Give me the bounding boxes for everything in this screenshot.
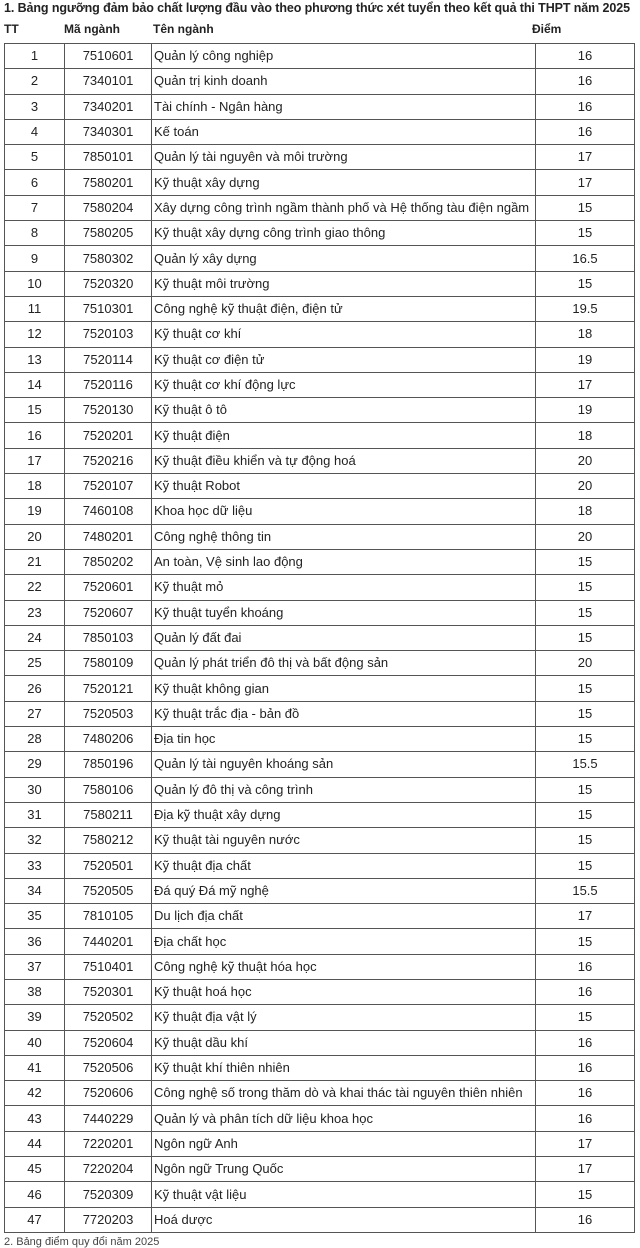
major-name: Kỹ thuật không gian: [152, 676, 536, 701]
threshold-score: 15: [536, 676, 635, 701]
major-code: 7850103: [65, 625, 152, 650]
major-name: Ngôn ngữ Anh: [152, 1131, 536, 1156]
table-row: [5, 1005, 635, 1030]
major-name: Kỹ thuật điện: [152, 423, 536, 448]
table-row: [5, 1131, 635, 1156]
table-row: [5, 322, 635, 347]
threshold-score: 16.5: [536, 246, 635, 271]
row-number: 43: [5, 1106, 65, 1131]
row-number: 23: [5, 600, 65, 625]
major-code: 7520607: [65, 600, 152, 625]
row-number: 22: [5, 575, 65, 600]
row-number: 27: [5, 701, 65, 726]
header-code: Mã ngành: [64, 22, 120, 36]
major-name: Kỹ thuật địa vật lý: [152, 1005, 536, 1030]
major-code: 7220204: [65, 1157, 152, 1182]
threshold-score: 20: [536, 448, 635, 473]
threshold-score: 15: [536, 1005, 635, 1030]
major-code: 7520503: [65, 701, 152, 726]
table-row: [5, 195, 635, 220]
major-name: Công nghệ kỹ thuật điện, điện tử: [152, 296, 536, 321]
table-row: [5, 1182, 635, 1207]
row-number: 14: [5, 372, 65, 397]
table-row: [5, 904, 635, 929]
major-name: Xây dựng công trình ngầm thành phố và Hệ thống tàu điện ngầm: [152, 195, 536, 220]
major-code: 7520216: [65, 448, 152, 473]
major-code: 7340101: [65, 69, 152, 94]
major-name: Kỹ thuật xây dựng: [152, 170, 536, 195]
major-code: 7520601: [65, 575, 152, 600]
major-code: 7580204: [65, 195, 152, 220]
major-code: 7520301: [65, 979, 152, 1004]
row-number: 4: [5, 119, 65, 144]
major-code: 7580212: [65, 828, 152, 853]
threshold-score: 15: [536, 828, 635, 853]
row-number: 12: [5, 322, 65, 347]
major-name: Quản trị kinh doanh: [152, 69, 536, 94]
row-number: 20: [5, 524, 65, 549]
major-code: 7340201: [65, 94, 152, 119]
threshold-score: 17: [536, 1131, 635, 1156]
row-number: 34: [5, 878, 65, 903]
table-row: [5, 524, 635, 549]
major-name: Kỹ thuật Robot: [152, 474, 536, 499]
major-name: Quản lý công nghiệp: [152, 44, 536, 69]
major-code: 7480201: [65, 524, 152, 549]
table-row: [5, 398, 635, 423]
table-row: [5, 549, 635, 574]
major-name: Quản lý phát triển đô thị và bất động sản: [152, 651, 536, 676]
major-code: 7580106: [65, 777, 152, 802]
threshold-score: 19: [536, 398, 635, 423]
major-name: Kỹ thuật điều khiển và tự động hoá: [152, 448, 536, 473]
row-number: 38: [5, 979, 65, 1004]
major-code: 7520103: [65, 322, 152, 347]
major-name: Kỹ thuật môi trường: [152, 271, 536, 296]
major-name: Kỹ thuật cơ khí: [152, 322, 536, 347]
major-name: Kỹ thuật cơ khí động lực: [152, 372, 536, 397]
row-number: 42: [5, 1081, 65, 1106]
row-number: 39: [5, 1005, 65, 1030]
document-title: 1. Bảng ngưỡng đảm bảo chất lượng đầu vào theo phương thức xét tuyển theo kết quả thi THPT năm 2025: [4, 1, 630, 15]
major-name: Địa kỹ thuật xây dựng: [152, 802, 536, 827]
row-number: 44: [5, 1131, 65, 1156]
threshold-score: 17: [536, 904, 635, 929]
major-code: 7580109: [65, 651, 152, 676]
major-code: 7850196: [65, 752, 152, 777]
table-row: [5, 1157, 635, 1182]
row-number: 13: [5, 347, 65, 372]
threshold-score: 15: [536, 549, 635, 574]
threshold-score: 20: [536, 524, 635, 549]
table-row: [5, 954, 635, 979]
major-name: Ngôn ngữ Trung Quốc: [152, 1157, 536, 1182]
table-row: [5, 69, 635, 94]
threshold-score: 15: [536, 625, 635, 650]
row-number: 19: [5, 499, 65, 524]
threshold-score: 15.5: [536, 878, 635, 903]
threshold-score: 16: [536, 94, 635, 119]
threshold-score: 15: [536, 575, 635, 600]
table-row: [5, 246, 635, 271]
major-code: 7520116: [65, 372, 152, 397]
table-row: [5, 1055, 635, 1080]
major-name: Khoa học dữ liệu: [152, 499, 536, 524]
table-row: [5, 1030, 635, 1055]
row-number: 8: [5, 221, 65, 246]
major-name: Kỹ thuật tuyển khoáng: [152, 600, 536, 625]
row-number: 10: [5, 271, 65, 296]
threshold-score: 15: [536, 701, 635, 726]
table-row: [5, 1106, 635, 1131]
major-name: Kỹ thuật địa chất: [152, 853, 536, 878]
major-code: 7520604: [65, 1030, 152, 1055]
major-name: Kỹ thuật ô tô: [152, 398, 536, 423]
table-row: [5, 221, 635, 246]
table-row: [5, 271, 635, 296]
table-row: [5, 575, 635, 600]
major-name: Quản lý đất đai: [152, 625, 536, 650]
table-row: [5, 878, 635, 903]
row-number: 47: [5, 1207, 65, 1232]
threshold-score: 15.5: [536, 752, 635, 777]
row-number: 26: [5, 676, 65, 701]
next-section-title: 2. Bảng điểm quy đổi năm 2025: [4, 1236, 160, 1248]
major-code: 7480206: [65, 727, 152, 752]
row-number: 17: [5, 448, 65, 473]
major-code: 7850101: [65, 145, 152, 170]
threshold-score: 19: [536, 347, 635, 372]
threshold-score: 15: [536, 600, 635, 625]
major-name: Địa tin học: [152, 727, 536, 752]
major-name: Kỹ thuật vật liệu: [152, 1182, 536, 1207]
major-name: Hoá dược: [152, 1207, 536, 1232]
table-row: [5, 474, 635, 499]
major-code: 7510301: [65, 296, 152, 321]
table-row: [5, 499, 635, 524]
major-name: Quản lý tài nguyên và môi trường: [152, 145, 536, 170]
table-row: [5, 600, 635, 625]
row-number: 5: [5, 145, 65, 170]
major-code: 7720203: [65, 1207, 152, 1232]
threshold-score: 15: [536, 221, 635, 246]
row-number: 15: [5, 398, 65, 423]
table-row: [5, 372, 635, 397]
threshold-score: 15: [536, 727, 635, 752]
major-name: Kỹ thuật tài nguyên nước: [152, 828, 536, 853]
major-code: 7440201: [65, 929, 152, 954]
row-number: 37: [5, 954, 65, 979]
row-number: 9: [5, 246, 65, 271]
major-code: 7510401: [65, 954, 152, 979]
major-name: Kỹ thuật trắc địa - bản đồ: [152, 701, 536, 726]
table-row: [5, 701, 635, 726]
major-name: Kỹ thuật cơ điện tử: [152, 347, 536, 372]
row-number: 40: [5, 1030, 65, 1055]
row-number: 11: [5, 296, 65, 321]
row-number: 35: [5, 904, 65, 929]
table-row: [5, 802, 635, 827]
threshold-score: 20: [536, 651, 635, 676]
major-code: 7460108: [65, 499, 152, 524]
row-number: 28: [5, 727, 65, 752]
major-code: 7520201: [65, 423, 152, 448]
major-name: Kỹ thuật mỏ: [152, 575, 536, 600]
threshold-score: 15: [536, 853, 635, 878]
major-code: 7810105: [65, 904, 152, 929]
table-row: [5, 625, 635, 650]
table-row: [5, 423, 635, 448]
major-name: An toàn, Vệ sinh lao động: [152, 549, 536, 574]
threshold-score: 16: [536, 69, 635, 94]
major-name: Kỹ thuật dầu khí: [152, 1030, 536, 1055]
admission-score-table: [4, 43, 635, 1233]
row-number: 36: [5, 929, 65, 954]
threshold-score: 17: [536, 145, 635, 170]
major-code: 7520502: [65, 1005, 152, 1030]
major-name: Công nghệ số trong thăm dò và khai thác tài nguyên thiên nhiên: [152, 1081, 536, 1106]
major-name: Công nghệ kỹ thuật hóa học: [152, 954, 536, 979]
threshold-score: 16: [536, 954, 635, 979]
table-row: [5, 1207, 635, 1232]
major-code: 7580205: [65, 221, 152, 246]
threshold-score: 18: [536, 322, 635, 347]
header-name: Tên ngành: [153, 22, 214, 36]
threshold-score: 15: [536, 195, 635, 220]
table-body: [5, 44, 635, 1233]
threshold-score: 16: [536, 979, 635, 1004]
major-code: 7520606: [65, 1081, 152, 1106]
major-code: 7520506: [65, 1055, 152, 1080]
header-tt: TT: [4, 22, 19, 36]
threshold-score: 16: [536, 119, 635, 144]
major-code: 7520501: [65, 853, 152, 878]
major-code: 7580201: [65, 170, 152, 195]
row-number: 24: [5, 625, 65, 650]
table-row: [5, 119, 635, 144]
major-code: 7520505: [65, 878, 152, 903]
table-row: [5, 752, 635, 777]
table-row: [5, 145, 635, 170]
table-row: [5, 448, 635, 473]
row-number: 30: [5, 777, 65, 802]
major-code: 7520121: [65, 676, 152, 701]
row-number: 1: [5, 44, 65, 69]
major-name: Du lịch địa chất: [152, 904, 536, 929]
major-code: 7580302: [65, 246, 152, 271]
row-number: 41: [5, 1055, 65, 1080]
row-number: 31: [5, 802, 65, 827]
table-row: [5, 1081, 635, 1106]
row-number: 3: [5, 94, 65, 119]
major-name: Quản lý xây dựng: [152, 246, 536, 271]
table-header: [0, 22, 640, 40]
row-number: 25: [5, 651, 65, 676]
threshold-score: 19.5: [536, 296, 635, 321]
major-name: Tài chính - Ngân hàng: [152, 94, 536, 119]
threshold-score: 17: [536, 1157, 635, 1182]
major-code: 7220201: [65, 1131, 152, 1156]
major-code: 7510601: [65, 44, 152, 69]
threshold-score: 16: [536, 1106, 635, 1131]
major-name: Kỹ thuật hoá học: [152, 979, 536, 1004]
table-row: [5, 777, 635, 802]
table-row: [5, 727, 635, 752]
table-row: [5, 94, 635, 119]
row-number: 33: [5, 853, 65, 878]
major-name: Quản lý đô thị và công trình: [152, 777, 536, 802]
header-score: Điểm: [532, 22, 562, 36]
threshold-score: 16: [536, 1055, 635, 1080]
major-code: 7580211: [65, 802, 152, 827]
major-code: 7850202: [65, 549, 152, 574]
table-row: [5, 676, 635, 701]
row-number: 16: [5, 423, 65, 448]
table-row: [5, 44, 635, 69]
threshold-score: 17: [536, 372, 635, 397]
threshold-score: 15: [536, 271, 635, 296]
table-row: [5, 296, 635, 321]
row-number: 7: [5, 195, 65, 220]
threshold-score: 17: [536, 170, 635, 195]
threshold-score: 18: [536, 423, 635, 448]
major-code: 7520107: [65, 474, 152, 499]
threshold-score: 15: [536, 802, 635, 827]
threshold-score: 16: [536, 1207, 635, 1232]
major-name: Quản lý và phân tích dữ liệu khoa học: [152, 1106, 536, 1131]
threshold-score: 15: [536, 777, 635, 802]
major-name: Công nghệ thông tin: [152, 524, 536, 549]
table-row: [5, 170, 635, 195]
row-number: 29: [5, 752, 65, 777]
major-name: Địa chất học: [152, 929, 536, 954]
threshold-score: 16: [536, 44, 635, 69]
threshold-score: 18: [536, 499, 635, 524]
row-number: 6: [5, 170, 65, 195]
row-number: 32: [5, 828, 65, 853]
major-code: 7520309: [65, 1182, 152, 1207]
row-number: 18: [5, 474, 65, 499]
table-row: [5, 347, 635, 372]
threshold-score: 15: [536, 1182, 635, 1207]
table-row: [5, 651, 635, 676]
threshold-score: 15: [536, 929, 635, 954]
table-row: [5, 828, 635, 853]
row-number: 46: [5, 1182, 65, 1207]
major-name: Kỹ thuật xây dựng công trình giao thông: [152, 221, 536, 246]
row-number: 2: [5, 69, 65, 94]
table-row: [5, 929, 635, 954]
threshold-score: 16: [536, 1030, 635, 1055]
major-name: Kỹ thuật khí thiên nhiên: [152, 1055, 536, 1080]
major-code: 7340301: [65, 119, 152, 144]
threshold-score: 20: [536, 474, 635, 499]
table-row: [5, 853, 635, 878]
table-row: [5, 979, 635, 1004]
major-name: Kế toán: [152, 119, 536, 144]
major-code: 7520320: [65, 271, 152, 296]
major-name: Quản lý tài nguyên khoáng sản: [152, 752, 536, 777]
major-code: 7520114: [65, 347, 152, 372]
row-number: 21: [5, 549, 65, 574]
major-code: 7440229: [65, 1106, 152, 1131]
row-number: 45: [5, 1157, 65, 1182]
major-code: 7520130: [65, 398, 152, 423]
threshold-score: 16: [536, 1081, 635, 1106]
major-name: Đá quý Đá mỹ nghệ: [152, 878, 536, 903]
